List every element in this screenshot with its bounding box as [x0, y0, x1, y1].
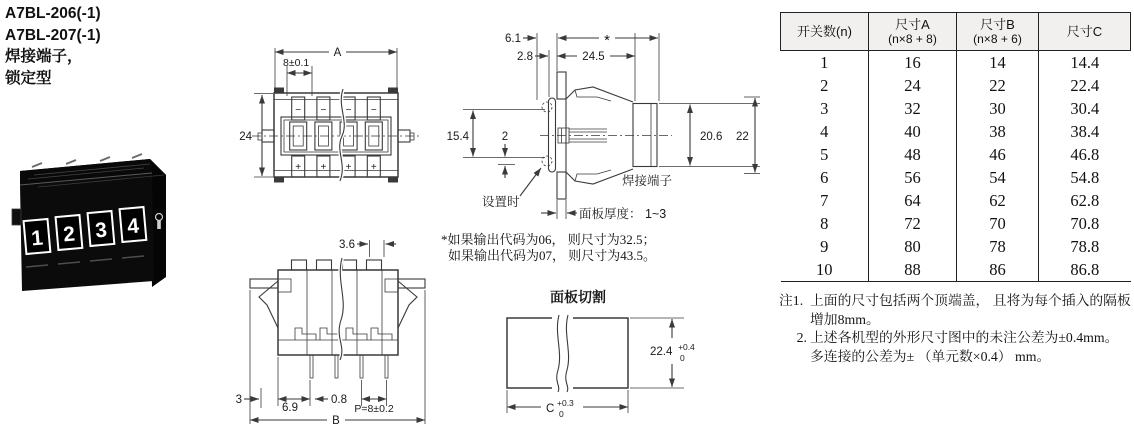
dimension-table-body — [781, 51, 1131, 282]
note-item-2 — [779, 329, 1133, 366]
minus-mark: − — [320, 105, 327, 116]
table-row — [781, 212, 1131, 235]
table-notes — [779, 292, 1133, 366]
table-cell: 30 — [957, 97, 1039, 120]
dimension-drawings — [205, 10, 775, 430]
dim-label-3-6: 3.6 — [339, 239, 355, 251]
table-cell: 40 — [869, 120, 957, 143]
plus-mark: + — [370, 162, 377, 173]
terminal-type-label: 焊接端子， — [5, 48, 83, 65]
note-2-label: 2. — [796, 330, 807, 345]
product-photo — [4, 145, 172, 295]
asterisk-note — [441, 232, 731, 263]
cutout-width-tol-upper: +0.3 — [557, 398, 574, 408]
table-cell: 24 — [869, 74, 957, 97]
dim-label-A: A — [333, 47, 342, 59]
table-cell: 70.8 — [1039, 212, 1131, 235]
table-cell: 1 — [820, 52, 829, 72]
star-dim-label: * — [604, 32, 610, 49]
table-cell: 4 — [820, 121, 829, 141]
note-1-label: 注1. — [779, 293, 804, 308]
table-cell: 78 — [957, 235, 1039, 258]
table-cell: 70 — [957, 212, 1039, 235]
digit-3: 3 — [94, 218, 108, 243]
bottom-view — [236, 239, 425, 427]
table-cell: 32 — [869, 97, 957, 120]
side-view — [447, 32, 760, 221]
table-cell: 30.4 — [1039, 97, 1131, 120]
table-cell: 14 — [957, 51, 1039, 75]
table-cell: 62 — [957, 189, 1039, 212]
cutout-width-tol-lower: 0 — [559, 409, 564, 419]
dim-label-22: 22 — [736, 131, 749, 143]
note-2-text-1: 上述各机型的外形尺寸图中的未注公差为±0.4mm。 — [810, 330, 1119, 345]
table-row — [781, 143, 1131, 166]
bottom-dimensions — [236, 239, 425, 427]
table-cell: 7 — [820, 190, 829, 210]
cutout-height-value: 22.4 — [650, 346, 673, 358]
minus-mark: − — [295, 105, 302, 116]
model-heading — [5, 3, 101, 89]
table-cell: 3 — [820, 98, 829, 118]
cutout-width-value: C — [546, 403, 555, 415]
asterisk-note-line1: *如果输出代码为06， 则尺寸为32.5； — [441, 232, 656, 247]
model-number-1: A7BL-206(-1) — [5, 5, 101, 22]
panel-thickness-label: 面板厚度： 1~3 — [579, 207, 667, 221]
table-cell: 10 — [816, 259, 833, 279]
dim-label-6-1: 6.1 — [505, 33, 521, 45]
setting-label: 设置时 — [482, 195, 520, 209]
table-cell: 22 — [957, 74, 1039, 97]
solder-terminal-label: 焊接端子 — [622, 174, 673, 188]
cutout-dimensions — [507, 318, 695, 419]
col-header-switch-count: 开关数(n) — [781, 13, 869, 51]
panel-cutout-title: 面板切割 — [550, 289, 606, 305]
table-row — [781, 74, 1131, 97]
dim-label-0-8: 0.8 — [331, 394, 347, 406]
dim-label-B: B — [332, 415, 340, 427]
col-header-dim-b: 尺寸B (n×8 + 6) — [957, 13, 1039, 51]
table-cell: 2 — [820, 75, 829, 95]
table-cell: 46 — [957, 143, 1039, 166]
table-row — [781, 258, 1131, 282]
table-cell: 56 — [869, 166, 957, 189]
front-view — [239, 47, 420, 183]
table-row — [781, 51, 1131, 75]
model-number-2: A7BL-207(-1) — [5, 26, 101, 44]
digit-window-1 — [24, 219, 51, 254]
table-cell: 6 — [820, 167, 829, 187]
thumbwheel-switch-photo — [12, 154, 166, 291]
table-cell: 8 — [820, 213, 829, 233]
note-item-1 — [779, 292, 1133, 329]
dim-label-2: 2 — [501, 131, 509, 143]
dim-label-24-5: 24.5 — [582, 51, 605, 63]
dim-label-15-4: 15.4 — [446, 131, 469, 143]
table-cell: 9 — [820, 236, 829, 256]
dim-label-20-6: 20.6 — [700, 131, 723, 143]
digit-2: 2 — [62, 222, 76, 247]
front-unit-tabs — [292, 97, 381, 177]
table-cell: 54 — [957, 166, 1039, 189]
plus-mark: + — [345, 162, 352, 173]
dimension-table — [780, 12, 1131, 282]
note-2-text-2: 多连接的公差为± （单元数×0.4） mm。 — [810, 348, 1051, 364]
table-cell: 86.8 — [1039, 258, 1131, 282]
table-cell: 64 — [869, 189, 957, 212]
dim-label-3: 3 — [235, 394, 242, 406]
col-header-dim-c: 尺寸C — [1039, 13, 1131, 51]
asterisk-note-line2: 如果输出代码为07， 则尺寸为43.5。 — [448, 247, 657, 263]
table-cell: 38 — [957, 120, 1039, 143]
table-cell: 48 — [869, 143, 957, 166]
note-1-text: 上面的尺寸包括两个顶端盖， 且将为每个插入的隔板增加8mm。 — [810, 293, 1131, 327]
table-row — [781, 97, 1131, 120]
table-cell: 78.8 — [1039, 235, 1131, 258]
digit-4: 4 — [126, 214, 140, 239]
table-row — [781, 189, 1131, 212]
table-cell: 80 — [869, 235, 957, 258]
plus-mark: + — [295, 162, 302, 173]
col-header-dim-a: 尺寸A (n×8 + 8) — [869, 13, 957, 51]
plus-mark: + — [320, 162, 327, 173]
digit-window-3 — [88, 211, 115, 246]
table-cell: 72 — [869, 212, 957, 235]
table-cell: 14.4 — [1039, 51, 1131, 75]
table-row — [781, 235, 1131, 258]
dim-label-24: 24 — [239, 131, 252, 143]
minus-mark: − — [345, 105, 352, 116]
table-row — [781, 166, 1131, 189]
table-cell: 38.4 — [1039, 120, 1131, 143]
table-cell: 54.8 — [1039, 166, 1131, 189]
digit-window-4 — [120, 207, 147, 242]
dim-label-2-8: 2.8 — [517, 51, 533, 63]
dim-label-pitch-p: P=8±0.2 — [354, 403, 394, 415]
lock-type-label: 锁定型 — [5, 69, 52, 87]
table-row — [781, 120, 1131, 143]
digit-window-2 — [56, 215, 83, 250]
minus-mark: − — [370, 105, 377, 116]
table-cell: 5 — [820, 144, 829, 164]
table-cell: 62.8 — [1039, 189, 1131, 212]
table-cell: 88 — [869, 258, 957, 282]
table-cell: 86 — [957, 258, 1039, 282]
digit-1: 1 — [30, 226, 44, 251]
table-cell: 22.4 — [1039, 74, 1131, 97]
table-cell: 16 — [869, 51, 957, 75]
cutout-height-tol-lower: 0 — [680, 353, 685, 363]
dim-label-6-9: 6.9 — [282, 402, 298, 414]
cutout-height-tol-upper: +0.4 — [678, 342, 695, 352]
dimension-table-header — [781, 13, 1131, 51]
table-cell: 46.8 — [1039, 143, 1131, 166]
dim-label-pitch: 8±0.1 — [283, 57, 310, 69]
panel-cutout-view — [507, 289, 695, 419]
side-dimensions — [447, 32, 760, 221]
